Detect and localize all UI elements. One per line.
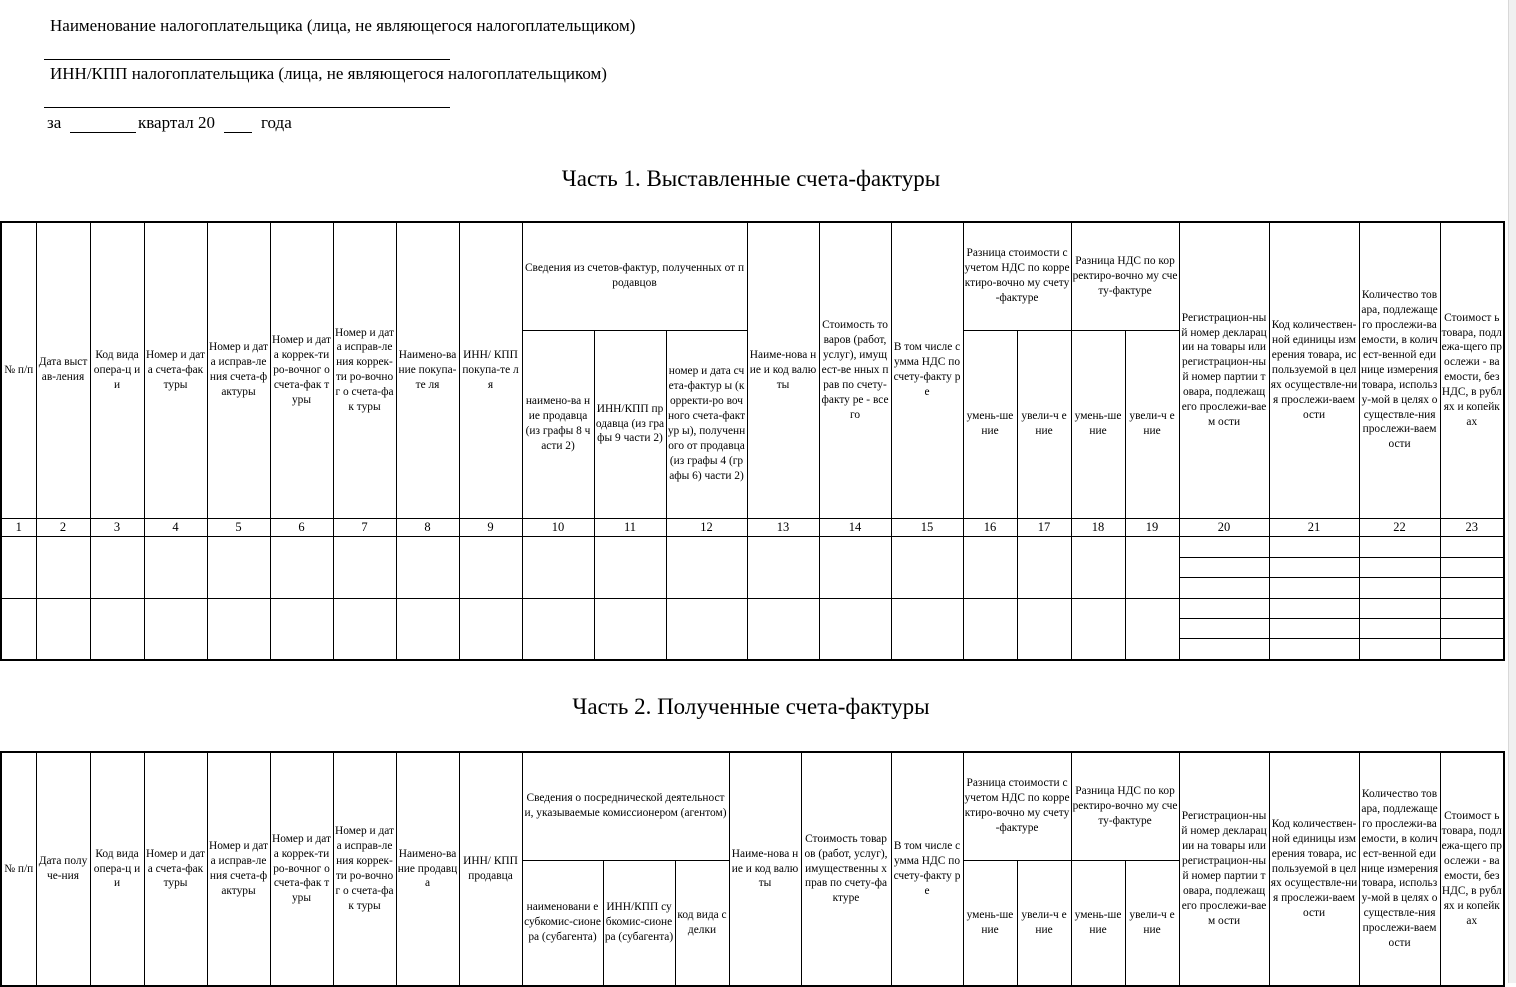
part2-table bbox=[0, 751, 1505, 987]
p2-col-19-header: увели-ч ение bbox=[1125, 860, 1179, 986]
split-cell bbox=[1440, 598, 1504, 660]
part1-table bbox=[0, 221, 1505, 661]
p2-group-18-19-header: Разница НДС по корректиро-вочно му счету-фактуре bbox=[1071, 752, 1179, 860]
period-quarter-label: квартал 20 bbox=[138, 113, 215, 132]
col-number: 3 bbox=[90, 518, 144, 536]
empty-cell bbox=[36, 536, 90, 598]
p2-col-22-header: Количество товара, подлежащего прослежи-ваемости, в количест-венной единице измерения товара, использу-мой в целях осуществле-ния прослежи-ваемости bbox=[1359, 752, 1440, 986]
col-number: 14 bbox=[819, 518, 891, 536]
col-number: 4 bbox=[144, 518, 207, 536]
empty-cell bbox=[333, 598, 396, 660]
empty-cell bbox=[207, 598, 270, 660]
empty-cell bbox=[666, 598, 747, 660]
p2-col-14-header: Стоимость товаров (работ, услуг), имущественны х прав по счету-фактуре bbox=[801, 752, 891, 986]
split-cell bbox=[1269, 598, 1359, 660]
col-number: 8 bbox=[396, 518, 459, 536]
empty-cell bbox=[1071, 536, 1125, 598]
col-number: 2 bbox=[36, 518, 90, 536]
empty-cell bbox=[1017, 598, 1071, 660]
p2-col-7-header: Номер и дата исправ-ле ния коррек-ти ро-вочног о счета-фак туры bbox=[333, 752, 396, 986]
empty-cell bbox=[1071, 598, 1125, 660]
col-number: 16 bbox=[963, 518, 1017, 536]
empty-cell bbox=[819, 536, 891, 598]
quarter-blank bbox=[70, 132, 136, 133]
empty-cell bbox=[207, 536, 270, 598]
p1-col-11-header: ИНН/КПП продавца (из графы 9 части 2) bbox=[594, 330, 666, 518]
col-number: 22 bbox=[1359, 518, 1440, 536]
p1-group-16-17-header: Разница стоимости с учетом НДС по корректиро-вочно му счету-фактуре bbox=[963, 222, 1071, 330]
split-cell bbox=[1269, 536, 1359, 598]
split-cell bbox=[1359, 536, 1440, 598]
column-number-row bbox=[1, 518, 1504, 536]
empty-cell bbox=[891, 598, 963, 660]
p1-col-17-header: увели-ч ение bbox=[1017, 330, 1071, 518]
empty-cell bbox=[747, 598, 819, 660]
p2-col-18-header: умень-шение bbox=[1071, 860, 1125, 986]
empty-cell bbox=[747, 536, 819, 598]
empty-cell bbox=[1, 598, 36, 660]
split-cell bbox=[1359, 598, 1440, 660]
col-number: 1 bbox=[1, 518, 36, 536]
p1-col-15-header: В том числе сумма НДС по счету-факту ре bbox=[891, 222, 963, 518]
p1-col-9-header: ИНН/ КПП покупа-те ля bbox=[459, 222, 522, 518]
p2-col-21-header: Код количествен-ной единицы измерения товара, используемой в целях осуществле-ния прослежи-ваемости bbox=[1269, 752, 1359, 986]
p1-col-18-header: умень-шение bbox=[1071, 330, 1125, 518]
empty-cell bbox=[1017, 536, 1071, 598]
empty-cell bbox=[90, 536, 144, 598]
p2-col-20-header: Регистрацион-ный номер декларации на товары или регистрацион-ный номер партии товара, подлежащего прослежи-ваем ости bbox=[1179, 752, 1269, 986]
split-cell bbox=[1179, 598, 1269, 660]
p2-col-8-header: Наимено-вание продавца bbox=[396, 752, 459, 986]
p1-col-22-header: Количество товара, подлежащего прослежи-ваемости, в количест-венной единице измерения товара, использу-мой в целях осуществле-ния прослежи-ваемости bbox=[1359, 222, 1440, 518]
p2-col-11-header: ИНН/КПП субкомис-сионера (субагента) bbox=[603, 860, 675, 986]
p1-col-19-header: увели-ч ение bbox=[1125, 330, 1179, 518]
empty-cell bbox=[522, 598, 594, 660]
table-row bbox=[1, 536, 1504, 598]
p1-col-5-header: Номер и дата исправ-ле ния счета-фактуры bbox=[207, 222, 270, 518]
empty-cell bbox=[1, 536, 36, 598]
part1-title: Часть 1. Выставленные счета-фактуры bbox=[561, 166, 941, 191]
p1-col-8-header: Наимено-вание покупа-те ля bbox=[396, 222, 459, 518]
split-cell bbox=[1440, 536, 1504, 598]
p1-col-23-header: Стоимост ь товара, подлежа-щего прослежи - ваемости, без НДС, в рублях и копейках bbox=[1440, 222, 1504, 518]
p1-col-12-header: номер и дата счета-фактур ы (корректи-ро вочного счета-фактур ы), полученного от продавца (из графы 4 (графы 6) части 2) bbox=[666, 330, 747, 518]
empty-cell bbox=[963, 598, 1017, 660]
p2-col-3-header: Код вида опера-ц ии bbox=[90, 752, 144, 986]
part2-title: Часть 2. Полученные счета-фактуры bbox=[572, 694, 930, 719]
empty-cell bbox=[459, 536, 522, 598]
empty-cell bbox=[594, 536, 666, 598]
col-number: 20 bbox=[1179, 518, 1269, 536]
p2-col-5-header: Номер и дата исправ-ле ния счета-фактуры bbox=[207, 752, 270, 986]
p1-col-13-header: Наиме-нова ние и код валюты bbox=[747, 222, 819, 518]
col-number: 23 bbox=[1440, 518, 1504, 536]
empty-cell bbox=[666, 536, 747, 598]
p2-col-6-header: Номер и дата коррек-ти ро-вочног о счета-фак туры bbox=[270, 752, 333, 986]
p1-col-20-header: Регистрацион-ный номер декларации на товары или регистрацион-ный номер партии товара, подлежащего прослежи-ваем ости bbox=[1179, 222, 1269, 518]
col-number: 6 bbox=[270, 518, 333, 536]
empty-cell bbox=[522, 536, 594, 598]
table-row bbox=[1, 598, 1504, 660]
year-blank bbox=[224, 132, 252, 133]
empty-cell bbox=[144, 598, 207, 660]
col-number: 17 bbox=[1017, 518, 1071, 536]
inn-kpp-underline bbox=[44, 107, 450, 108]
empty-cell bbox=[459, 598, 522, 660]
empty-cell bbox=[963, 536, 1017, 598]
p2-col-17-header: увели-ч ение bbox=[1017, 860, 1071, 986]
p1-col-3-header: Код вида опера-ц ии bbox=[90, 222, 144, 518]
p1-col-21-header: Код количествен-ной единицы измерения товара, используемой в целях осуществле-ния прослежи-ваемости bbox=[1269, 222, 1359, 518]
p1-col-6-header: Номер и дата коррек-ти ро-вочног о счета-фак туры bbox=[270, 222, 333, 518]
empty-cell bbox=[891, 536, 963, 598]
empty-cell bbox=[594, 598, 666, 660]
empty-cell bbox=[396, 536, 459, 598]
col-number: 19 bbox=[1125, 518, 1179, 536]
col-number: 11 bbox=[594, 518, 666, 536]
empty-cell bbox=[1125, 536, 1179, 598]
taxpayer-name-underline bbox=[44, 59, 450, 60]
p2-col-1-header: № п/п bbox=[1, 752, 36, 986]
p1-col-10-header: наимено-ва ние продавца (из графы 8 части 2) bbox=[522, 330, 594, 518]
p2-col-4-header: Номер и дата счета-фак туры bbox=[144, 752, 207, 986]
col-number: 5 bbox=[207, 518, 270, 536]
p1-col-14-header: Стоимость товаров (работ, услуг), имущест-ве нных прав по счету-факту ре - всего bbox=[819, 222, 891, 518]
empty-cell bbox=[144, 536, 207, 598]
split-cell bbox=[1179, 536, 1269, 598]
p2-col-15-header: В том числе сумма НДС по счету-факту ре bbox=[891, 752, 963, 986]
p2-group-16-17-header: Разница стоимости с учетом НДС по корректиро-вочно му счету-фактуре bbox=[963, 752, 1071, 860]
p1-col-7-header: Номер и дата исправ-ле ния коррек-ти ро-вочног о счета-фак туры bbox=[333, 222, 396, 518]
p2-col-16-header: умень-шение bbox=[963, 860, 1017, 986]
p2-col-2-header: Дата получе-ния bbox=[36, 752, 90, 986]
col-number: 7 bbox=[333, 518, 396, 536]
empty-cell bbox=[270, 536, 333, 598]
taxpayer-name-label: Наименование налогоплательщика (лица, не являющегося налогоплательщиком) bbox=[50, 16, 636, 35]
col-number: 21 bbox=[1269, 518, 1359, 536]
p1-col-4-header: Номер и дата счета-фак туры bbox=[144, 222, 207, 518]
p2-col-13-header: Наиме-нова ние и код валюты bbox=[729, 752, 801, 986]
period-prefix: за bbox=[47, 113, 62, 132]
col-number: 13 bbox=[747, 518, 819, 536]
col-number: 12 bbox=[666, 518, 747, 536]
col-number: 9 bbox=[459, 518, 522, 536]
p2-col-10-header: наименовани е субкомис-сионера (субагента) bbox=[522, 860, 603, 986]
p1-col-2-header: Дата выстав-ления bbox=[36, 222, 90, 518]
p2-col-12-header: код вида сделки bbox=[675, 860, 729, 986]
col-number: 10 bbox=[522, 518, 594, 536]
empty-cell bbox=[1125, 598, 1179, 660]
period-suffix: года bbox=[261, 113, 292, 132]
col-number: 15 bbox=[891, 518, 963, 536]
p1-group-18-19-header: Разница НДС по корректиро-вочно му счету-фактуре bbox=[1071, 222, 1179, 330]
empty-cell bbox=[270, 598, 333, 660]
p1-col-1-header: № п/п bbox=[1, 222, 36, 518]
p2-col-23-header: Стоимост ь товара, подлежа-щего прослежи - ваемости, без НДС, в рублях и копейках bbox=[1440, 752, 1504, 986]
empty-cell bbox=[333, 536, 396, 598]
p2-col-9-header: ИНН/ КПП продавца bbox=[459, 752, 522, 986]
empty-cell bbox=[396, 598, 459, 660]
col-number: 18 bbox=[1071, 518, 1125, 536]
p1-col-16-header: умень-шение bbox=[963, 330, 1017, 518]
empty-cell bbox=[90, 598, 144, 660]
empty-cell bbox=[819, 598, 891, 660]
page-edge bbox=[1508, 0, 1516, 983]
p1-group-10-12-header: Сведения из счетов-фактур, полученных от продавцов bbox=[522, 222, 747, 330]
empty-cell bbox=[36, 598, 90, 660]
p2-group-10-12-header: Сведения о посреднической деятельности, указываемые комиссионером (агентом) bbox=[522, 752, 729, 860]
inn-kpp-label: ИНН/КПП налогоплательщика (лица, не являющегося налогоплательщиком) bbox=[50, 64, 607, 83]
